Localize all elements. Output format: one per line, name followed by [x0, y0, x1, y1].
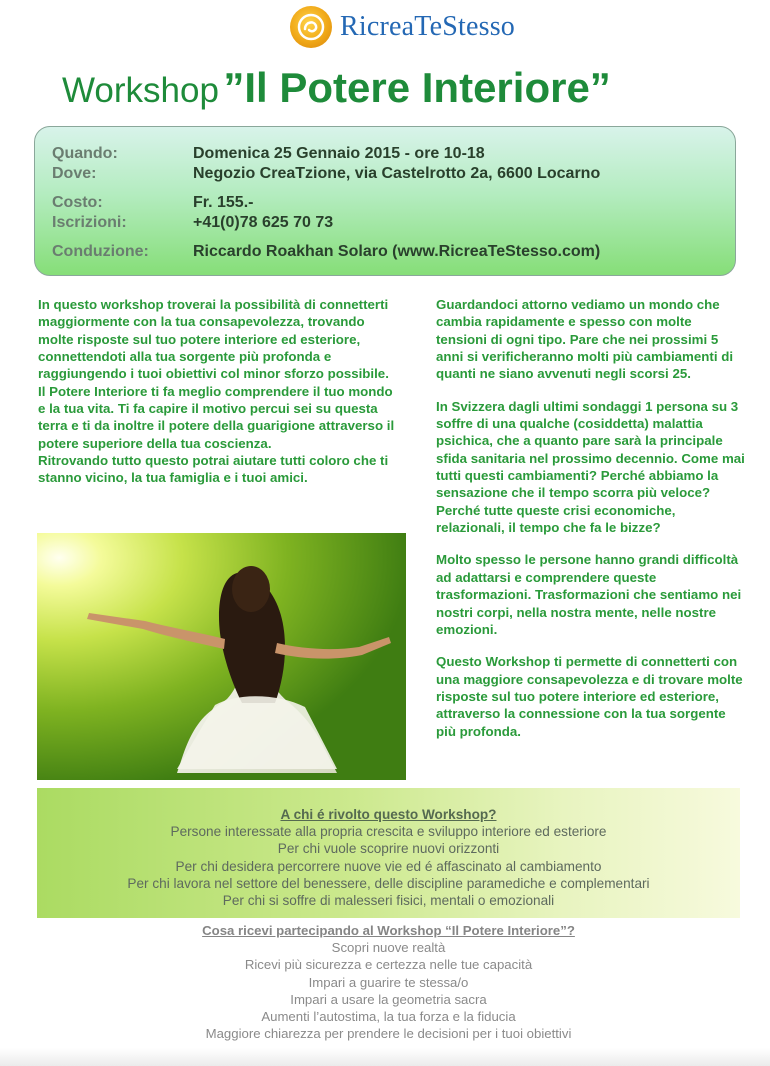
info-label: Iscrizioni: [52, 214, 127, 231]
audience-item: Per chi desidera percorrere nuove vie ed é affascinato al cambiamento [175, 858, 602, 874]
audience-box [37, 788, 740, 918]
benefits-heading: Cosa ricevi partecipando al Workshop “Il Potere Interiore”? [202, 923, 575, 938]
benefit-item: Aumenti l’autostima, la tua forza e la fiducia [261, 1009, 516, 1025]
audience-item: Per chi lavora nel settore del benessere, delle discipline paramediche e complementari [127, 875, 650, 891]
info-value: Fr. 155.- [193, 194, 254, 211]
context-paragraph: Questo Workshop ti permette di connetterti con una maggiore consapevolezza e di trovare molte risposte sul tuo potere interiore ed esteriore, attraverso la connessione con la tua sorgente più profonda. [436, 654, 743, 739]
audience-heading: A chi é rivolto questo Workshop? [280, 807, 497, 822]
info-row-when [52, 145, 485, 163]
meditation-photo [37, 533, 406, 780]
intro-column [38, 296, 400, 487]
info-row-where [52, 165, 600, 183]
info-row-registration [52, 214, 333, 232]
title-prefix: Workshop [62, 71, 219, 110]
intro-paragraph: In questo workshop troverai la possibilità di connetterti maggiormente con la tua consapevolezza, trovando molte risposte sul tuo potere interiore ed esteriore, connettendoti alla tua sorgente più profonda e raggiungendo i tuoi obiettivi col minor sforzo possibile. [38, 297, 389, 382]
benefit-item: Impari a guarire te stessa/o [308, 974, 469, 990]
info-label: Conduzione: [52, 243, 149, 260]
logo-swirl-icon [290, 6, 332, 48]
intro-paragraph: Ritrovando tutto questo potrai aiutare tutti coloro che ti stanno vicino, la tua famiglia e i tuoi amici. [38, 453, 389, 486]
audience-item: Persone interessate alla propria crescita e sviluppo interiore ed esteriore [170, 824, 607, 840]
audience-item: Per chi si soffre di malesseri fisici, mentali o emozionali [222, 893, 555, 909]
page-title [62, 64, 611, 112]
benefit-item: Maggiore chiarezza per prendere le decisioni per i tuoi obiettivi [205, 1026, 572, 1042]
info-value: Riccardo Roakhan Solaro (www.RicreaTeStesso.com) [193, 243, 601, 260]
audience-item: Per chi vuole scoprire nuovi orizzonti [277, 841, 500, 857]
benefit-item: Ricevi più sicurezza e certezza nelle tue capacità [244, 957, 533, 973]
brand-logo [290, 6, 515, 48]
benefits-section [37, 922, 740, 1042]
info-value: +41(0)78 625 70 73 [193, 214, 334, 231]
context-column [436, 296, 746, 755]
benefit-item: Impari a usare la geometria sacra [290, 991, 487, 1007]
context-paragraph: In Svizzera dagli ultimi sondaggi 1 persona su 3 soffre di una qualche (cosiddetta) malattia psichica, che a quanto pare sarà la principale sfida sanitaria nel prossimo decennio. Come mai tutti questi cambiamenti? Perché abbiamo la sensazione che il tempo scorra più veloce? Perché tutte queste crisi economiche, relazionali, il tempo che fa le bizze? [436, 398, 745, 536]
logo-text: RicreaTeStesso [340, 11, 516, 42]
info-value: Domenica 25 Gennaio 2015 - ore 10-18 [193, 145, 485, 162]
page-bottom-shade [0, 1048, 770, 1066]
context-paragraph: Guardandoci attorno vediamo un mondo che cambia rapidamente e spesso con molte tensioni di ogni tipo. Pare che nei prossimi 5 anni si verificheranno molti più cambiamenti di quanti ne siano avvenuti negli scorsi 25. [436, 297, 734, 382]
benefit-item: Scopri nuove realtà [331, 940, 446, 956]
info-row-cost [52, 194, 253, 212]
info-label: Dove: [52, 165, 97, 182]
info-row-host [52, 243, 600, 261]
info-label: Costo: [52, 194, 103, 211]
info-label: Quando: [52, 145, 118, 162]
context-paragraph: Molto spesso le persone hanno grandi difficoltà ad adattarsi e comprendere queste trasformazioni. Trasformazioni che sentiamo nei nostri corpi, nella nostra mente, nelle nostre emozioni. [436, 552, 742, 637]
intro-paragraph: Il Potere Interiore ti fa meglio comprendere il tuo mondo e la tua vita. Ti fa capire il motivo percui sei su questa terra e ti da inoltre il potere della guarigione attraverso il potere superiore della tua coscienza. [38, 383, 395, 451]
title-name: ”Il Potere Interiore” [223, 64, 611, 111]
info-value: Negozio CreaTzione, via Castelrotto 2a, 6600 Locarno [193, 165, 601, 182]
